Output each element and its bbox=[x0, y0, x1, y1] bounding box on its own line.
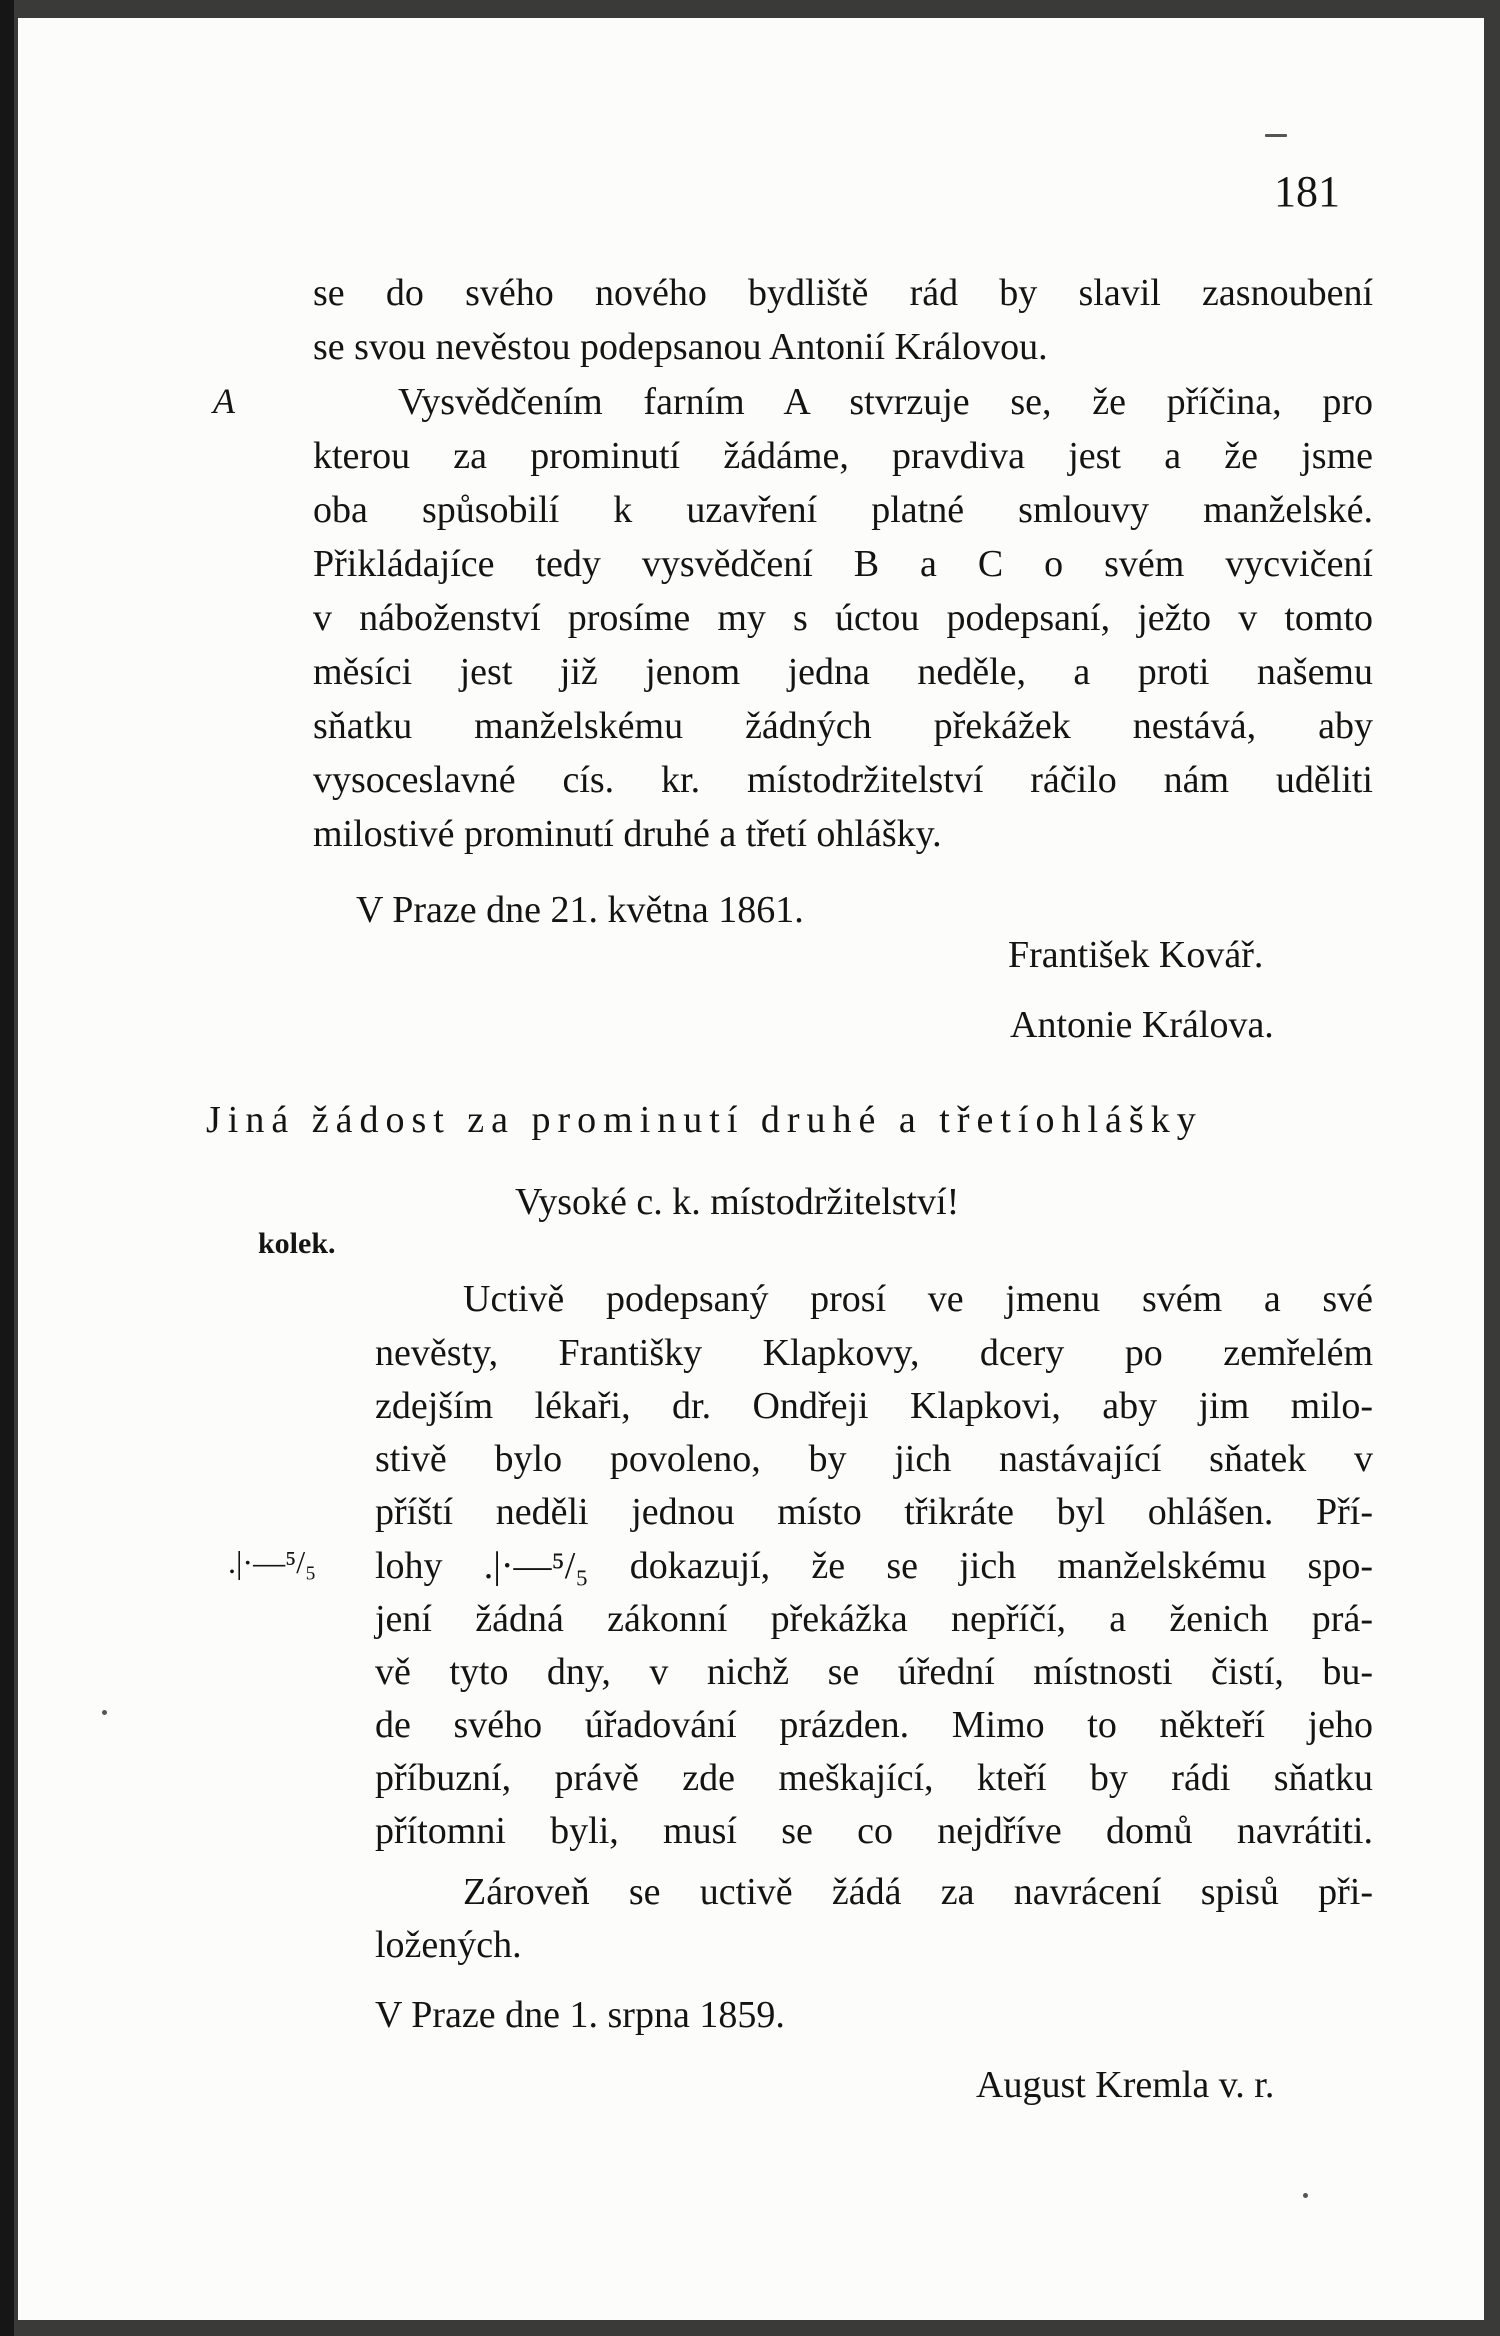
text-line: přítomni byli, musí se co nejdříve domů navrátiti. bbox=[375, 1810, 1373, 1852]
text-line: v náboženství prosíme my s úctou podepsaní, ježto v tomto bbox=[313, 597, 1373, 639]
text-line: Přikládajíce tedy vysvědčení B a C o svém vycvičení bbox=[313, 543, 1373, 585]
margin-reference: .|·—⁵/₅ bbox=[228, 1544, 317, 1580]
text-line: vě tyto dny, v nichž se úřední místnosti čistí, bu- bbox=[375, 1651, 1373, 1693]
text-line: lohy .|·—⁵/₅ dokazují, že se jich manželskému spo- bbox=[375, 1545, 1373, 1587]
text-line: ložených. bbox=[375, 1924, 522, 1966]
text-line: stivě bylo povoleno, by jich nastávající sňatek v bbox=[375, 1438, 1373, 1480]
text-line: oba spůsobilí k uzavření platné smlouvy manželské. bbox=[313, 489, 1373, 531]
text-line: Uctivě podepsaný prosí ve jmenu svém a své bbox=[463, 1278, 1373, 1320]
text-line: se svou nevěstou podepsanou Antonií Královou. bbox=[313, 326, 1048, 368]
scan-speck bbox=[1265, 134, 1287, 137]
page-number: 181 bbox=[1274, 167, 1340, 216]
margin-mark: A bbox=[213, 381, 235, 421]
signature: František Kovář. bbox=[1008, 934, 1264, 976]
signature: August Kremla v. r. bbox=[976, 2064, 1275, 2106]
text-line: milostivé prominutí druhé a třetí ohlášky. bbox=[313, 813, 942, 855]
text-line: de svého úřadování prázden. Mimo to někteří jeho bbox=[375, 1704, 1373, 1746]
text-line: sňatku manželskému žádných překážek nestává, aby bbox=[313, 705, 1373, 747]
scan-binding-edge bbox=[0, 0, 14, 2336]
book-page bbox=[18, 18, 1484, 2320]
section-heading: Jiná žádost za prominutí druhé a třetíohlášky bbox=[206, 1099, 1203, 1141]
text-line: se do svého nového bydliště rád by slavil zasnoubení bbox=[313, 272, 1373, 314]
text-line: zdejším lékaři, dr. Ondřeji Klapkovi, aby jim milo- bbox=[375, 1385, 1373, 1427]
text-line: kterou za prominutí žádáme, pravdiva jest a že jsme bbox=[313, 435, 1373, 477]
signature: Antonie Králova. bbox=[1010, 1004, 1274, 1046]
text-line: jení žádná zákonní překážka nepříčí, a ženich prá- bbox=[375, 1598, 1373, 1640]
stamp-note: kolek. bbox=[258, 1227, 336, 1260]
text-line: Zároveň se uctivě žádá za navrácení spisů při- bbox=[463, 1871, 1373, 1913]
date-line: V Praze dne 21. května 1861. bbox=[356, 889, 804, 931]
text-line: měsíci jest již jenom jedna neděle, a proti našemu bbox=[313, 651, 1373, 693]
scan-speck bbox=[1303, 2193, 1308, 2198]
text-line: nevěsty, Františky Klapkovy, dcery po zemřelém bbox=[375, 1332, 1373, 1374]
text-line: příští neděli jednou místo třikráte byl ohlášen. Pří- bbox=[375, 1491, 1373, 1533]
text-line: vysoceslavné cís. kr. místodržitelství ráčilo nám uděliti bbox=[313, 759, 1373, 801]
scan-speck bbox=[102, 1710, 107, 1715]
text-line: příbuzní, právě zde meškající, kteří by rádi sňatku bbox=[375, 1757, 1373, 1799]
date-line: V Praze dne 1. srpna 1859. bbox=[375, 1994, 785, 2036]
address-line: Vysoké c. k. místodržitelství! bbox=[515, 1181, 960, 1223]
text-line: Vysvědčením farním A stvrzuje se, že příčina, pro bbox=[398, 381, 1373, 423]
